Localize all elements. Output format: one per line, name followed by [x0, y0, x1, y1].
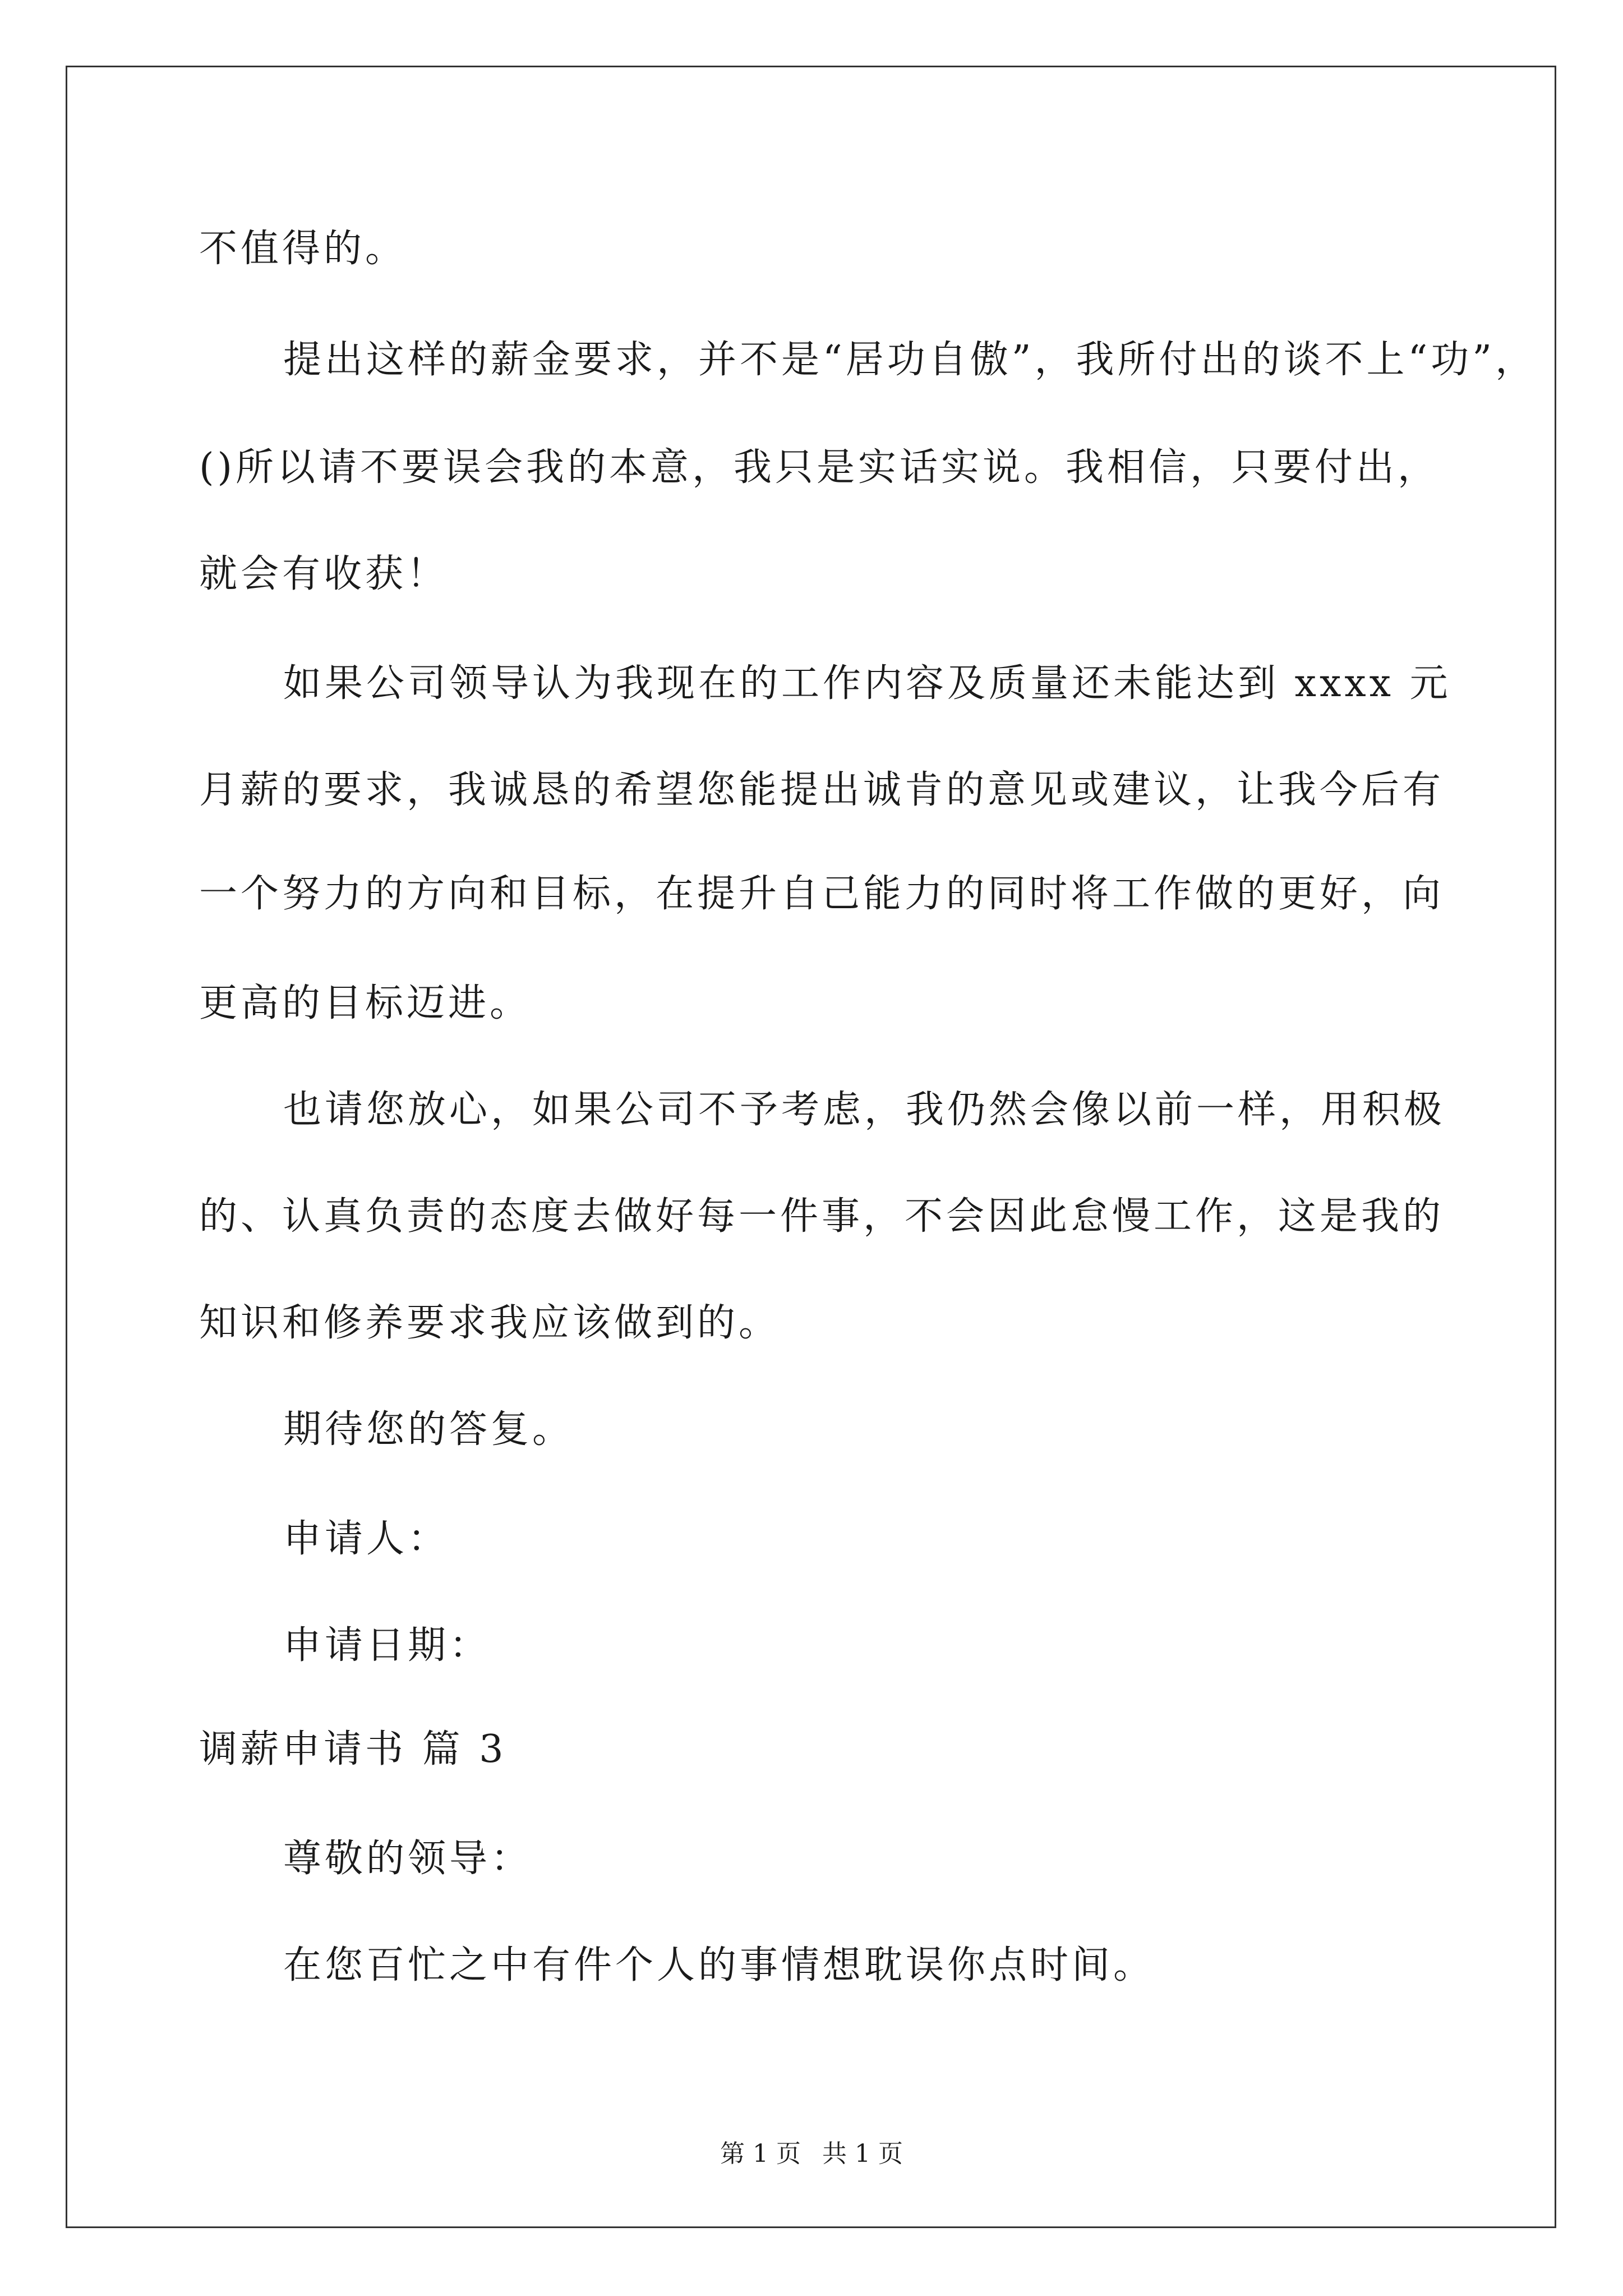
- page-border: [66, 66, 1556, 2228]
- text-line-10: 的、认真负责的态度去做好每一件事，不会因此怠慢工作，这是我的: [199, 1194, 1445, 1239]
- text-line-9: 也请您放心，如果公司不予考虑，我仍然会像以前一样，用积极: [283, 1088, 1446, 1132]
- text-line-17: 在您百忙之中有件个人的事情想耽误你点时间。: [283, 1943, 1155, 1987]
- page-footer: [0, 2133, 1623, 2169]
- text-line-14: 申请日期：: [283, 1623, 491, 1668]
- text-line-6: 月薪的要求，我诚恳的希望您能提出诚肯的意见或建议，让我今后有: [199, 768, 1445, 812]
- text-line-4: 就会有收获！: [199, 552, 449, 596]
- text-line-3: ()所以请不要误会我的本意，我只是实话实说。我相信，只要付出，: [199, 445, 1440, 490]
- text-line-16: 尊敬的领导：: [283, 1837, 533, 1881]
- text-line-8: 更高的目标迈进。: [199, 981, 532, 1025]
- text-line-12: 期待您的答复。: [283, 1407, 574, 1452]
- page-number: 第 1 页: [720, 2139, 801, 2168]
- page-total: 共 1 页: [822, 2139, 903, 2168]
- text-line-1: 不值得的。: [199, 227, 407, 271]
- text-line-11: 知识和修养要求我应该做到的。: [199, 1301, 781, 1345]
- text-line-5: 如果公司领导认为我现在的工作内容及质量还未能达到 xxxx 元: [283, 661, 1451, 706]
- section-heading: 调薪申请书 篇 3: [199, 1727, 507, 1772]
- text-line-7: 一个努力的方向和目标，在提升自己能力的同时将工作做的更好，向: [199, 872, 1445, 916]
- text-line-13: 申请人：: [283, 1517, 450, 1561]
- text-line-2: 提出这样的薪金要求，并不是“居功自傲”，我所付出的谈不上“功”，: [283, 338, 1537, 382]
